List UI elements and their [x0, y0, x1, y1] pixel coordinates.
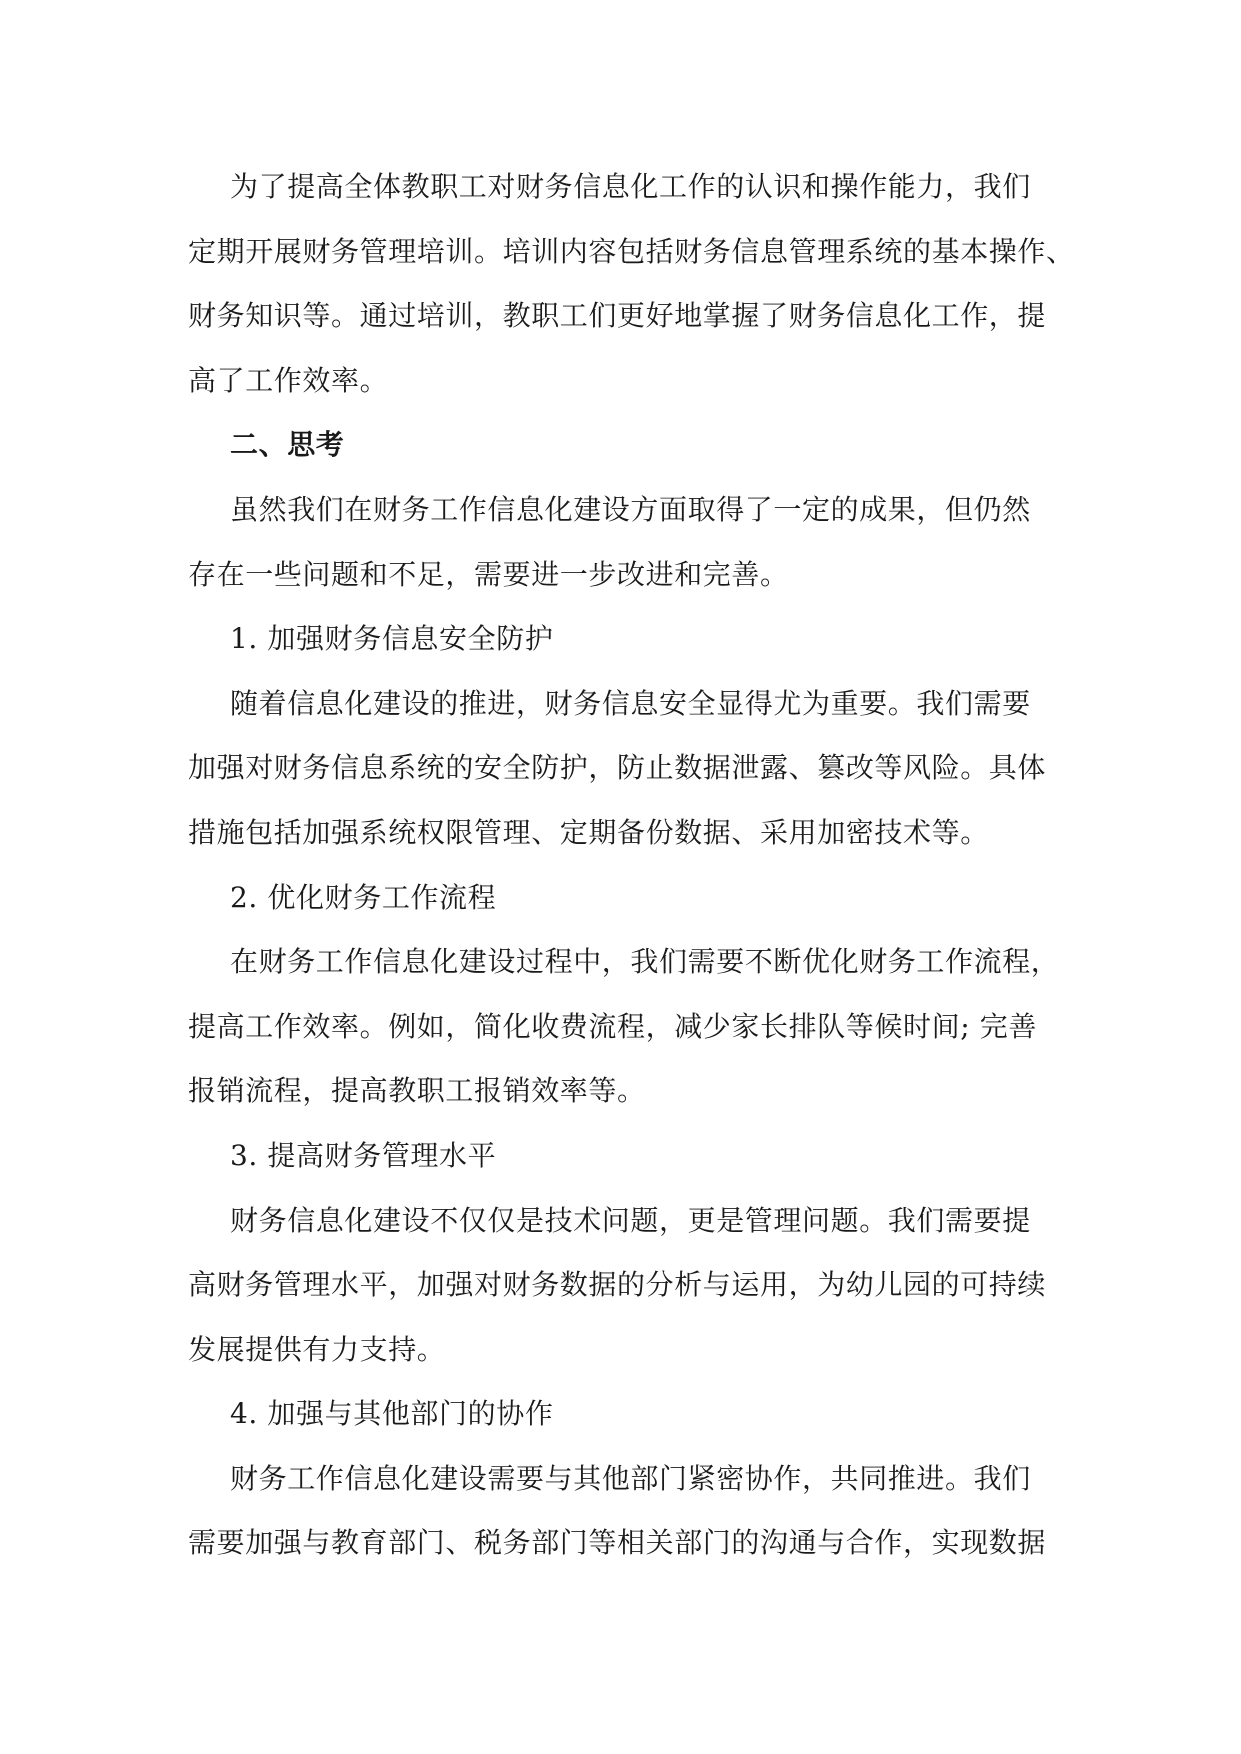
paragraph-line: 存在一些问题和不足，需要进一步改进和完善。 [188, 557, 789, 591]
paragraph-line: 高了工作效率。 [188, 363, 389, 397]
paragraph-line: 定期开展财务管理培训。培训内容包括财务信息管理系统的基本操作、 [188, 234, 1075, 268]
paragraph-line: 在财务工作信息化建设过程中，我们需要不断优化财务工作流程， [230, 945, 1060, 979]
paragraph-line: 财务信息化建设不仅仅是技术问题，更是管理问题。我们需要提 [230, 1203, 1031, 1237]
section-heading: 二、思考 [230, 428, 345, 462]
subsection-heading: 3. 提高财务管理水平 [230, 1138, 497, 1172]
paragraph-line: 措施包括加强系统权限管理、定期备份数据、采用加密技术等。 [188, 815, 989, 849]
document-body [188, 155, 1078, 1576]
paragraph-line: 提高工作效率。例如，简化收费流程，减少家长排队等候时间; 完善 [188, 1009, 1037, 1043]
paragraph-line: 加强对财务信息系统的安全防护，防止数据泄露、篡改等风险。具体 [188, 751, 1047, 785]
paragraph-line: 财务知识等。通过培训，教职工们更好地掌握了财务信息化工作，提 [188, 299, 1047, 333]
paragraph-line: 报销流程，提高教职工报销效率等。 [188, 1074, 646, 1108]
subsection-heading: 2. 优化财务工作流程 [230, 880, 497, 914]
paragraph-line: 高财务管理水平，加强对财务数据的分析与运用，为幼儿园的可持续 [188, 1268, 1047, 1302]
paragraph-line: 虽然我们在财务工作信息化建设方面取得了一定的成果，但仍然 [230, 492, 1031, 526]
paragraph-line: 随着信息化建设的推进，财务信息安全显得尤为重要。我们需要 [230, 686, 1031, 720]
paragraph-line: 财务工作信息化建设需要与其他部门紧密协作，共同推进。我们 [230, 1461, 1031, 1495]
paragraph-line: 为了提高全体教职工对财务信息化工作的认识和操作能力，我们 [230, 170, 1031, 203]
paragraph-line: 需要加强与教育部门、税务部门等相关部门的沟通与合作，实现数据 [188, 1526, 1047, 1560]
subsection-heading: 1. 加强财务信息安全防护 [230, 622, 554, 656]
paragraph-line: 发展提供有力支持。 [188, 1332, 446, 1366]
subsection-heading: 4. 加强与其他部门的协作 [230, 1397, 554, 1431]
